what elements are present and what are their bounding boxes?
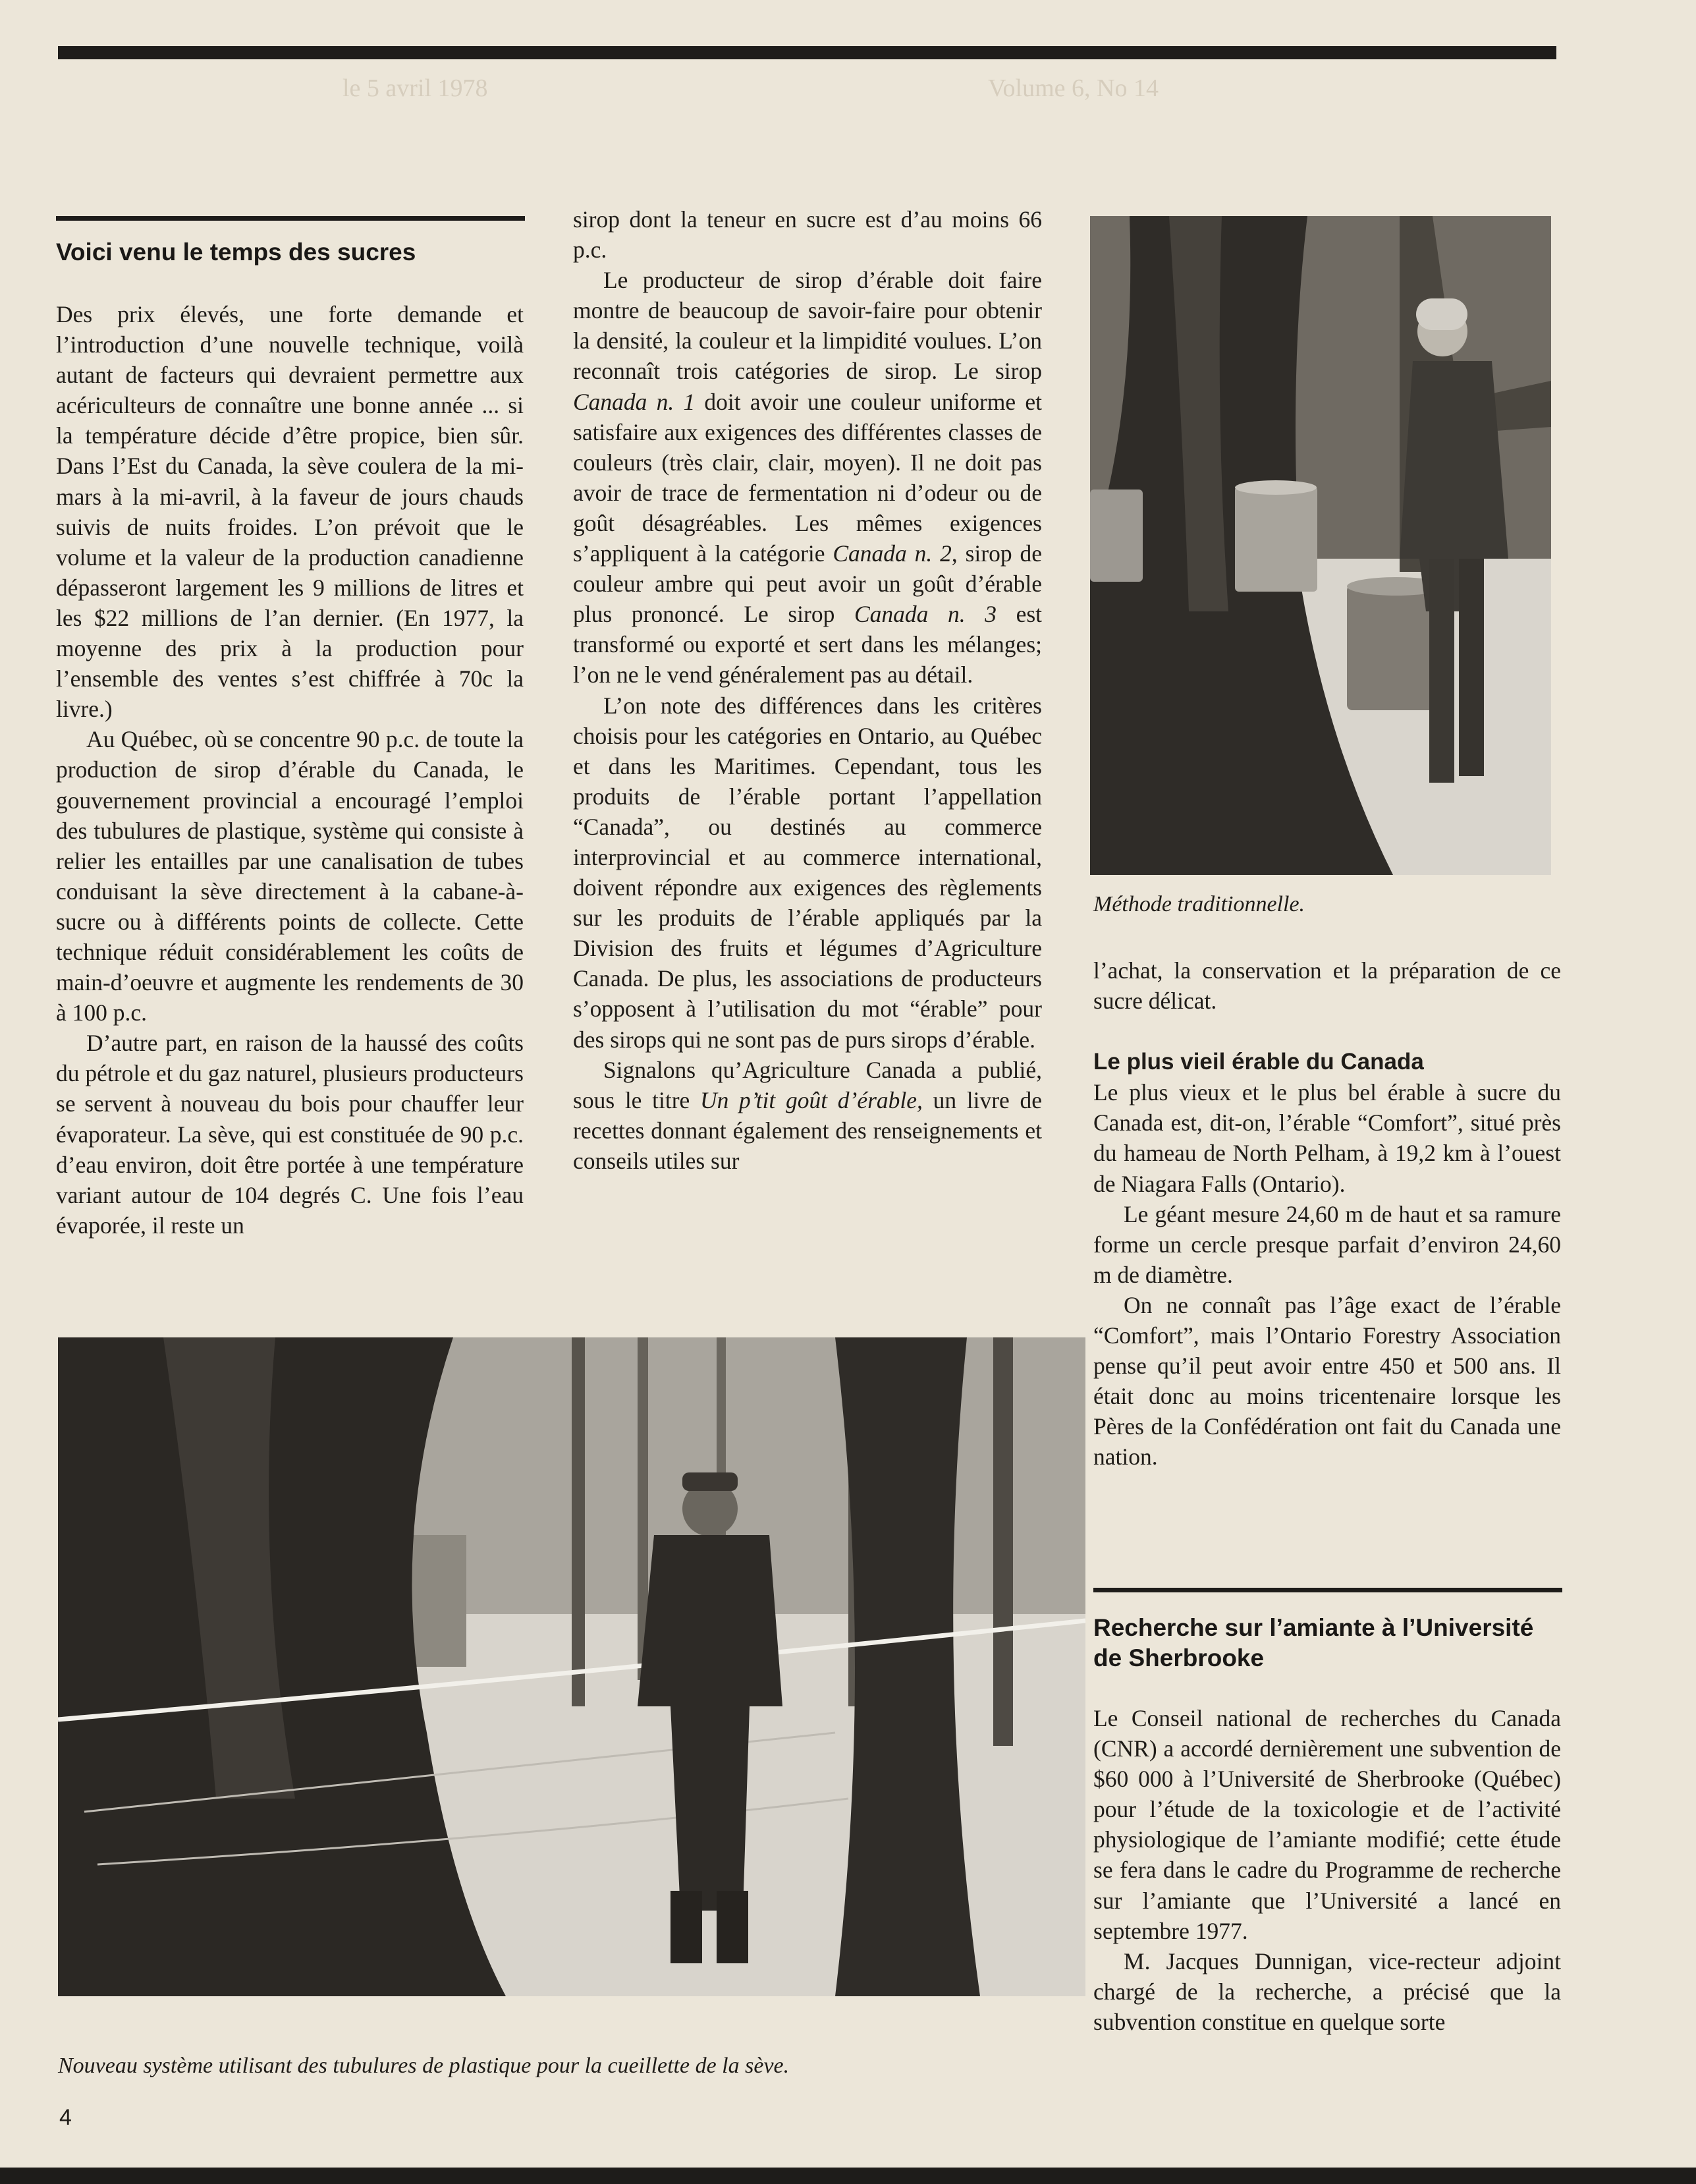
article2-column <box>1093 1703 1561 2037</box>
paragraph: Le plus vieux et le plus bel érable à sucre du Canada est, dit-on, l’érable “Comfort”, situé près du hameau de North Pelham, à 19,2 km à l’ouest de Niagara Falls (Ontario). <box>1093 1079 1561 1197</box>
paragraph: Le producteur de sirop d’érable doit faire montre de beaucoup de savoir-faire pour obtenir la densité, la couleur et la limpidité voulues. L’on reconnaît trois catégories de sirop. Le sirop Canada n. 1 doit avoir une couleur uniforme et satisfaire aux exigences des différentes classes de couleurs (très clair, clair, moyen). Il ne doit pas avoir de trace de fermentation ni d’odeur ou de goût désagréables. Les mêmes exigences s’appliquent à la catégorie Canada n. 2, sirop de couleur ambre qui peut avoir un goût d’érable plus prononcé. Le sirop Canada n. 3 est transformé ou exporté et sert dans les mélanges; l’on ne le vend généralement pas au détail. <box>573 267 1042 688</box>
tubing-photo-image <box>58 1337 1085 1996</box>
top-rule <box>58 46 1556 59</box>
grade-name: Canada n. 1 <box>573 388 696 415</box>
grade-name: Canada n. 3 <box>854 601 997 628</box>
tubing-system-photo <box>58 1337 1085 1996</box>
tubing-photo-caption: Nouveau système utilisant des tubulures de plastique pour la cueillette de la sève. <box>58 2054 790 2078</box>
paragraph: On ne connaît pas l’âge exact de l’érable “Comfort”, mais l’Ontario Forestry Association pense qu’il peut avoir entre 450 et 500 ans. Il était donc au moins tricentenaire lorsque les Pères de la Confédération ont fait du Canada une nation. <box>1093 1291 1561 1470</box>
book-title: Un p’tit goût d’érable, <box>699 1086 923 1113</box>
paragraph: Le Conseil national de recherches du Canada (CNR) a accordé dernièrement une subvention de $60 000 à l’Université de Sherbrooke (Québec) pour l’étude de la toxicologie et de l’activité physiologique de l’amiante modifié; cette étude se fera dans le cadre du Programme de recherche sur l’amiante que l’Université a lancé en septembre 1977. <box>1093 1705 1561 1944</box>
grade-name: Canada n. 2 <box>833 540 952 567</box>
traditional-photo-caption: Méthode traditionnelle. <box>1093 892 1305 916</box>
bottom-edge <box>0 2168 1696 2184</box>
article1-column-1 <box>56 299 524 1241</box>
article1-column-2 <box>573 204 1042 1176</box>
paragraph: M. Jacques Dunnigan, vice-recteur adjoint chargé de la recherche, a précisé que la subvention constitue en quelque sorte <box>1093 1947 1561 2035</box>
paragraph: Au Québec, où se concentre 90 p.c. de toute la production de sirop d’érable du Canada, le gouvernement provincial a encouragé l’emploi des tubulures de plastique, système qui consiste à relier les entailles par une canalisation de tubes conduisant la sève directement à la cabane-à-sucre ou à différents points de collecte. Cette technique réduit considérablement les coûts de main-d’oeuvre et augmente les rendements de 30 à 100 p.c. <box>56 726 524 1026</box>
article1-rule <box>56 216 525 221</box>
page-number: 4 <box>59 2105 72 2130</box>
paragraph: Le géant mesure 24,60 m de haut et sa ramure forme un cercle presque parfait d’environ 24,60 m de diamètre. <box>1093 1200 1561 1288</box>
article2-rule <box>1093 1588 1562 1592</box>
paragraph: sirop dont la teneur en sucre est d’au moins 66 p.c. <box>573 206 1042 264</box>
traditional-photo-image <box>1090 216 1551 875</box>
article1-column-3 <box>1093 955 1561 1472</box>
article2-title: Recherche sur l’amiante à l’Université de Sherbrooke <box>1093 1614 1534 1671</box>
paragraph: D’autre part, en raison de la haussé des coûts du pétrole et du gaz naturel, plusieurs producteurs se servent à nouveau du bois pour chauffer leur évaporateur. La sève, qui est constituée de 90 p.c. d’eau environ, doit être portée à une température variant autour de 104 degrés C. Une fois l’eau évaporée, il reste un <box>56 1030 524 1239</box>
oldest-maple-subtitle: Le plus vieil érable du Canada <box>1093 1049 1424 1075</box>
bleed-through-volume: Volume 6, No 14 <box>988 74 1159 102</box>
article1-title: Voici venu le temps des sucres <box>56 238 416 266</box>
paragraph: L’on note des différences dans les critères choisis pour les catégories en Ontario, au Québec et dans les Maritimes. Cependant, tous les produits de l’érable portant l’appellation “Canada”, ou destinés au commerce interprovincial et au commerce international, doivent répondre aux exigences des règlements sur les produits de l’érable appliqués par la Division des fruits et légumes d’Agriculture Canada. De plus, les associations de producteurs s’opposent à l’utilisation du mot “érable” pour des sirops qui ne sont pas de purs sirops d’érable. <box>573 692 1042 1053</box>
bleed-through-date: le 5 avril 1978 <box>342 74 488 102</box>
traditional-method-photo <box>1090 216 1551 875</box>
paragraph: Signalons qu’Agriculture Canada a publié, sous le titre Un p’tit goût d’érable, un livre de recettes donnant également des renseignements et conseils utiles sur <box>573 1056 1042 1174</box>
paragraph: l’achat, la conservation et la préparation de ce sucre délicat. <box>1093 957 1561 1015</box>
paragraph: Des prix élevés, une forte demande et l’introduction d’une nouvelle technique, voilà autant de facteurs qui devraient permettre aux acériculteurs de connaître une bonne année ... si la température décide d’être propice, bien sûr. Dans l’Est du Canada, la sève coulera de la mi-mars à la mi-avril, à la faveur de jours chauds suivis de nuits froides. L’on prévoit que le volume et la valeur de la production canadienne dépasseront largement les 9 millions de litres et les $22 millions de l’an dernier. (En 1977, la moyenne des prix à la production pour l’ensemble des ventes s’est chiffrée à 70c la livre.) <box>56 301 524 723</box>
